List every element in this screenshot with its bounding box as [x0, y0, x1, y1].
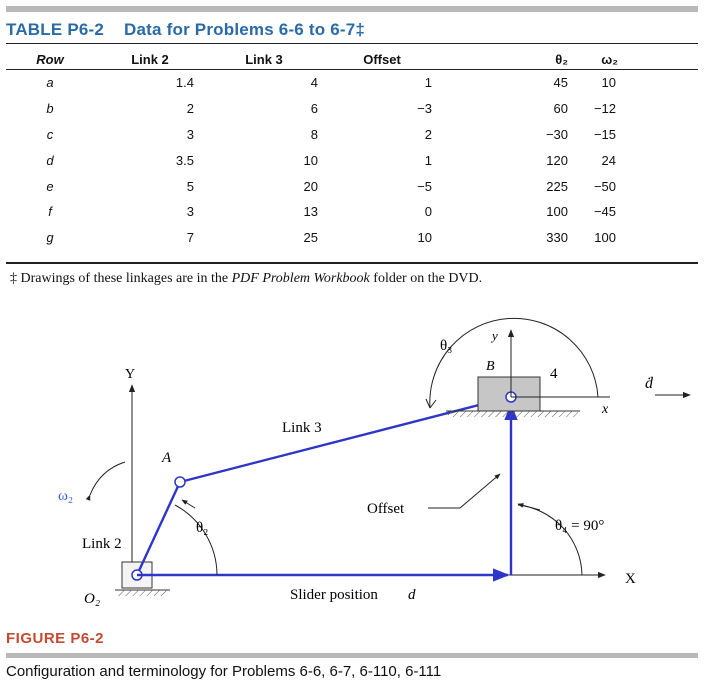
cell-row: g [46, 230, 54, 246]
cell-row: c [46, 126, 54, 142]
cell-omega2: 10 [601, 75, 616, 91]
cell-omega2: −50 [593, 178, 616, 194]
footnote-mark: ‡ [10, 271, 17, 286]
theta2-leader [182, 500, 195, 508]
cell-link3: 13 [303, 204, 318, 220]
table-row [6, 70, 698, 96]
table-bottom-rule [6, 262, 698, 264]
d-label: d [408, 587, 416, 603]
link2-line [137, 482, 180, 575]
cell-theta2: 120 [546, 152, 568, 168]
cell-omega2: −15 [593, 126, 616, 142]
footnote-text: Drawings of these linkages are in the [20, 271, 232, 286]
link2-label: Link 2 [82, 536, 122, 552]
table-row [6, 225, 698, 251]
point-a-label: A [162, 450, 172, 466]
table-row [6, 147, 698, 173]
local-x-label: x [602, 402, 609, 417]
cell-theta2: 100 [546, 204, 568, 220]
table-header-row [6, 48, 698, 70]
header-row: Row [36, 51, 64, 67]
ground-pivot-hatch [117, 590, 167, 596]
link4-label: 4 [550, 366, 558, 382]
cell-link3: 20 [303, 178, 318, 194]
cell-link2: 5 [186, 178, 194, 194]
o2-label: O₂ [84, 591, 101, 607]
data-table [6, 48, 698, 251]
header-theta2: θ₂ [555, 51, 568, 67]
theta2-arc [175, 505, 217, 575]
slider-ground-hatch [448, 411, 578, 417]
header-link3: Link 3 [245, 51, 283, 67]
header-link2: Link 2 [131, 51, 169, 67]
figure-label: FIGURE P6-2 [6, 630, 105, 647]
table-description: Data for Problems 6-6 to 6-7‡ [124, 20, 366, 39]
cell-offset: 10 [417, 230, 432, 246]
omega2-arc [90, 462, 125, 495]
cell-link2: 3.5 [175, 152, 194, 168]
theta3-arrowhead [426, 399, 436, 408]
cell-link3: 10 [303, 152, 318, 168]
footnote-text-end: folder on the DVD. [369, 271, 483, 286]
cell-offset: −5 [417, 178, 432, 194]
pivot-a [175, 477, 185, 487]
omega2-label: ω₂ [58, 488, 74, 504]
cell-theta2: 45 [553, 75, 568, 91]
theta2-label: θ₂ [196, 520, 209, 536]
cell-offset: 2 [424, 126, 432, 142]
table-top-rule [6, 43, 698, 44]
cell-offset: 1 [424, 75, 432, 91]
cell-row: e [46, 178, 54, 194]
cell-omega2: 24 [601, 152, 616, 168]
cell-link3: 4 [310, 75, 318, 91]
cell-link3: 25 [303, 230, 318, 246]
header-omega2: ω₂ [601, 51, 618, 67]
table-row [6, 122, 698, 148]
link3-label: Link 3 [282, 420, 322, 436]
cell-theta2: −30 [545, 126, 568, 142]
theta4-arc [518, 505, 582, 575]
table-row [6, 199, 698, 225]
figure-caption: Configuration and terminology for Problems 6-6, 6-7, 6-110, 6-111 [6, 663, 442, 680]
cell-link2: 7 [186, 230, 194, 246]
table-row [6, 96, 698, 122]
cell-omega2: −45 [593, 204, 616, 220]
cell-row: d [46, 152, 54, 168]
cell-theta2: 60 [553, 101, 568, 117]
linkage-figure [0, 300, 704, 625]
point-b-label: B [486, 359, 495, 374]
header-offset: Offset [363, 51, 401, 67]
slider-position-label: Slider position [290, 587, 378, 603]
theta4-label: θ₄ = 90° [555, 518, 605, 534]
theta4-leader [518, 504, 540, 510]
theta3-label: θ₃ [440, 338, 453, 354]
local-y-label: y [492, 328, 498, 343]
table-footnote [10, 271, 482, 287]
footnote-italic-text: PDF Problem Workbook [231, 271, 370, 286]
table-title [6, 20, 365, 40]
cell-row: b [46, 101, 54, 117]
table-row [6, 173, 698, 199]
top-rule-bar [6, 6, 698, 12]
cell-offset: 0 [424, 204, 432, 220]
cell-link2: 3 [186, 204, 194, 220]
x-axis-label: X [625, 571, 636, 587]
cell-row: a [46, 75, 54, 91]
link3-line [180, 397, 510, 482]
cell-link2: 2 [186, 101, 194, 117]
table-label: TABLE P6-2 [6, 20, 105, 39]
cell-row: f [48, 204, 52, 220]
bottom-rule-bar [6, 653, 698, 658]
cell-theta2: 225 [546, 178, 568, 194]
cell-omega2: −12 [593, 101, 616, 117]
cell-link3: 6 [310, 101, 318, 117]
offset-leader [428, 474, 500, 508]
cell-link3: 8 [310, 126, 318, 142]
ddot-label: ḋ [645, 375, 653, 392]
cell-link2: 1.4 [175, 75, 194, 91]
cell-offset: −3 [417, 101, 432, 117]
cell-theta2: 330 [546, 230, 568, 246]
offset-label: Offset [367, 501, 405, 517]
cell-omega2: 100 [594, 230, 616, 246]
y-axis-label: Y [125, 367, 136, 382]
cell-offset: 1 [424, 152, 432, 168]
cell-link2: 3 [186, 126, 194, 142]
